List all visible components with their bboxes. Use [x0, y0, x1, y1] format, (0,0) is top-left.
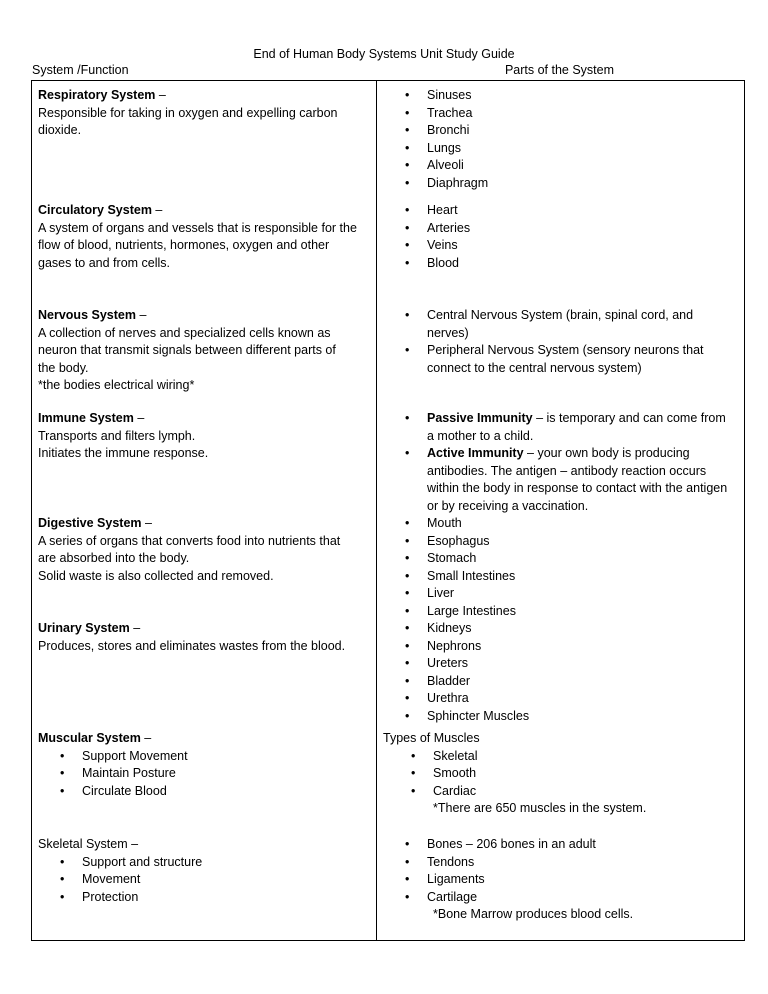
- description-line: A series of organs that converts food into nutrients that: [38, 533, 341, 548]
- system-name: Respiratory System: [38, 88, 156, 102]
- list-item: • Small Intestines: [383, 568, 736, 586]
- parts-cell: [377, 620, 745, 730]
- list-item: • Diaphragm: [383, 175, 736, 193]
- description-line: the body.: [38, 360, 89, 375]
- table-row-urinary: [32, 620, 745, 730]
- list-item: • Passive Immunity – is temporary and can come from a mother to a child.: [383, 410, 736, 445]
- list-item: • Arteries: [383, 220, 736, 238]
- system-name: Digestive System: [38, 516, 142, 530]
- function-cell: Respiratory System – Responsible for taking in oxygen and expelling carbon dioxide.: [32, 81, 377, 197]
- parts-list: [383, 836, 736, 906]
- parts-list: [383, 748, 736, 801]
- description-line: Produces, stores and eliminates wastes from the blood.: [38, 638, 346, 653]
- list-item: • Sphincter Muscles: [383, 708, 736, 726]
- description-line: A collection of nerves and specialized cells known as: [38, 325, 331, 340]
- list-item: • Sinuses: [383, 87, 736, 105]
- function-list: [38, 748, 368, 801]
- table-row-muscular: [32, 730, 745, 830]
- system-name: Muscular System: [38, 731, 141, 745]
- function-cell: Skeletal System – • Support and structure • Movement • Protection: [32, 830, 377, 941]
- description-line: Initiates the immune response.: [38, 446, 209, 460]
- description-line: flow of blood, nutrients, hormones, oxygen and other: [38, 238, 330, 252]
- list-item: • Skeletal: [383, 748, 736, 766]
- list-item: • Maintain Posture: [38, 765, 368, 783]
- table-row-respiratory: [32, 81, 745, 197]
- function-cell: Digestive System – A series of organs that converts food into nutrients that are absorbed into the body. Solid waste is also collected and removed.: [32, 515, 377, 620]
- page-title: End of Human Body Systems Unit Study Guide: [253, 47, 515, 61]
- term: Active Immunity: [427, 446, 524, 460]
- list-item: • Large Intestines: [383, 603, 736, 621]
- table-row-circulatory: [32, 196, 745, 301]
- parts-list: [383, 307, 736, 377]
- list-item: • Stomach: [383, 550, 736, 568]
- parts-cell: [377, 515, 745, 620]
- list-item: • Heart: [383, 202, 736, 220]
- list-item: • Tendons: [383, 854, 736, 872]
- list-item: • Circulate Blood: [38, 783, 368, 801]
- list-item: • Support and structure: [38, 854, 368, 872]
- note: *There are 650 muscles in the system.: [433, 801, 647, 815]
- study-guide-table: [31, 80, 745, 941]
- parts-list: [383, 620, 736, 725]
- parts-list: [383, 87, 736, 192]
- description-line: are absorbed into the body.: [38, 551, 190, 565]
- list-item: • Cartilage: [383, 889, 736, 907]
- parts-cell: [377, 830, 745, 941]
- list-item: • Ureters: [383, 655, 736, 673]
- system-name: Skeletal System: [38, 837, 128, 851]
- list-item: • Esophagus: [383, 533, 736, 551]
- system-name: Circulatory System: [38, 203, 152, 217]
- list-item: • Movement: [38, 871, 368, 889]
- list-item: • Protection: [38, 889, 368, 907]
- description-line: gases to and from cells.: [38, 255, 171, 270]
- function-cell: Urinary System – Produces, stores and eliminates wastes from the blood.: [32, 620, 377, 730]
- parts-list: [383, 410, 736, 515]
- column-header-system: System /Function: [32, 63, 129, 77]
- note: *Bone Marrow produces blood cells.: [433, 907, 634, 921]
- parts-cell: [377, 730, 745, 830]
- system-name: Nervous System: [38, 308, 136, 322]
- parts-list: [383, 202, 736, 272]
- list-item: • Bronchi: [383, 122, 736, 140]
- list-item: • Veins: [383, 237, 736, 255]
- description-line: neuron that transmit signals between different parts of: [38, 343, 336, 357]
- table-row-immune: [32, 404, 745, 515]
- list-item: • Central Nervous System (brain, spinal cord, and nerves): [383, 307, 736, 342]
- table-row-nervous: [32, 301, 745, 404]
- list-item: • Bones – 206 bones in an adult: [383, 836, 736, 854]
- list-item: • Active Immunity – your own body is producing antibodies. The antigen – antibody reaction occurs within the body in response to contact with the antigen or by receiving a vaccination.: [383, 445, 736, 515]
- table-row-digestive: [32, 515, 745, 620]
- list-item: • Ligaments: [383, 871, 736, 889]
- function-cell: Muscular System – • Support Movement • Maintain Posture • Circulate Blood: [32, 730, 377, 830]
- list-item: • Liver: [383, 585, 736, 603]
- list-item: • Urethra: [383, 690, 736, 708]
- description-line: Solid waste is also collected and removed.: [38, 568, 274, 583]
- description-line: Responsible for taking in oxygen and expelling carbon: [38, 105, 338, 120]
- table-row-skeletal: [32, 830, 745, 941]
- function-list: [38, 854, 368, 907]
- list-item: • Smooth: [383, 765, 736, 783]
- list-item: • Trachea: [383, 105, 736, 123]
- column-header-parts: Parts of the System: [504, 63, 615, 77]
- list-item: • Kidneys: [383, 620, 736, 638]
- parts-subheader: Types of Muscles: [383, 731, 480, 745]
- list-item: • Nephrons: [383, 638, 736, 656]
- function-cell: Circulatory System – A system of organs and vessels that is responsible for the flow of blood, nutrients, hormones, oxygen and other gases to and from cells.: [32, 196, 377, 301]
- list-item: • Mouth: [383, 515, 736, 533]
- parts-list: [383, 515, 736, 620]
- list-item: • Cardiac: [383, 783, 736, 801]
- term: Passive Immunity: [427, 411, 533, 425]
- list-item: • Support Movement: [38, 748, 368, 766]
- parts-cell: [377, 404, 745, 515]
- parts-cell: [377, 301, 745, 404]
- list-item: • Bladder: [383, 673, 736, 691]
- system-name: Immune System: [38, 411, 134, 425]
- parts-cell: [377, 81, 745, 197]
- description-line: A system of organs and vessels that is responsible for the: [38, 220, 357, 235]
- list-item: • Alveoli: [383, 157, 736, 175]
- description-line: Transports and filters lymph.: [38, 428, 196, 443]
- list-item: • Peripheral Nervous System (sensory neurons that connect to the central nervous system): [383, 342, 736, 377]
- list-item: • Lungs: [383, 140, 736, 158]
- function-cell: Nervous System – A collection of nerves and specialized cells known as neuron that transmit signals between different parts of the body. *the bodies electrical wiring*: [32, 301, 377, 404]
- system-name: Urinary System: [38, 621, 130, 635]
- description-line: dioxide.: [38, 123, 82, 137]
- parts-cell: [377, 196, 745, 301]
- function-cell: Immune System – Transports and filters lymph. Initiates the immune response.: [32, 404, 377, 515]
- description-line: *the bodies electrical wiring*: [38, 378, 195, 392]
- list-item: • Blood: [383, 255, 736, 273]
